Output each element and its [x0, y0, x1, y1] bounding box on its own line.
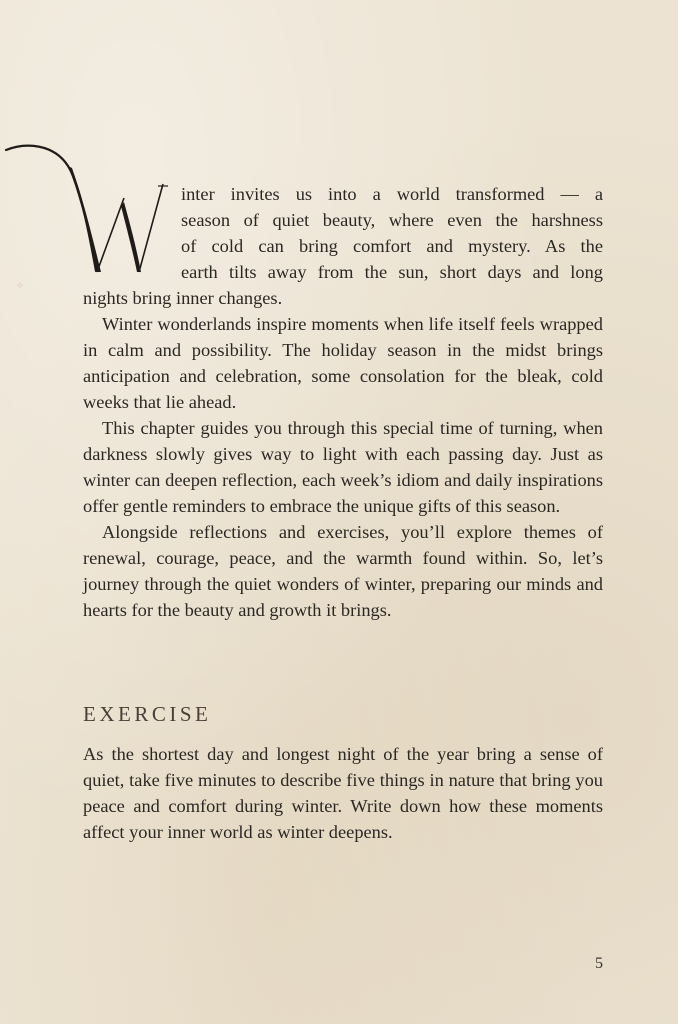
- body-paragraphs: [83, 311, 603, 623]
- exercise-text: As the shortest day and longest night of the year bring a sense of quiet, take five minutes to describe five things in nature that bring you peace and comfort during winter. Write down how these moments affect your inner world as winter deepens.: [83, 744, 603, 842]
- opening-line-4: earth tilts away from the sun, short days and long: [181, 262, 603, 282]
- opening-line-3: of cold can bring comfort and mystery. As the: [181, 236, 603, 256]
- opening-line-5: nights bring inner changes.: [83, 288, 283, 308]
- faint-decoration: ✧: [16, 281, 25, 292]
- page-number: 5: [595, 955, 603, 972]
- paragraph-chapter-guide: This chapter guides you through this special time of turning, when darkness slowly gives way to light with each passing day. Just as winter can deepen reflection, each week’s idiom and daily inspirations offer gentle reminders to embrace the unique gifts of this season.: [83, 418, 603, 516]
- exercise-section: [83, 741, 603, 845]
- paragraph-winter-wonderlands: Winter wonderlands inspire moments when life itself feels wrapped in calm and possibility. The holiday season in the midst brings anticipation and celebration, some consolation for the bleak, cold weeks that lie ahead.: [83, 314, 603, 412]
- opening-paragraph: [83, 181, 603, 311]
- opening-line-2: season of quiet beauty, where even the harshness: [181, 210, 603, 230]
- opening-line-1: inter invites us into a world transformed — a: [181, 184, 603, 204]
- exercise-heading: EXERCISE: [83, 702, 212, 726]
- paragraph-reflections: Alongside reflections and exercises, you’ll explore themes of renewal, courage, peace, and the warmth found within. So, let’s journey through the quiet wonders of winter, preparing our minds and hearts for the beauty and growth it brings.: [83, 522, 603, 620]
